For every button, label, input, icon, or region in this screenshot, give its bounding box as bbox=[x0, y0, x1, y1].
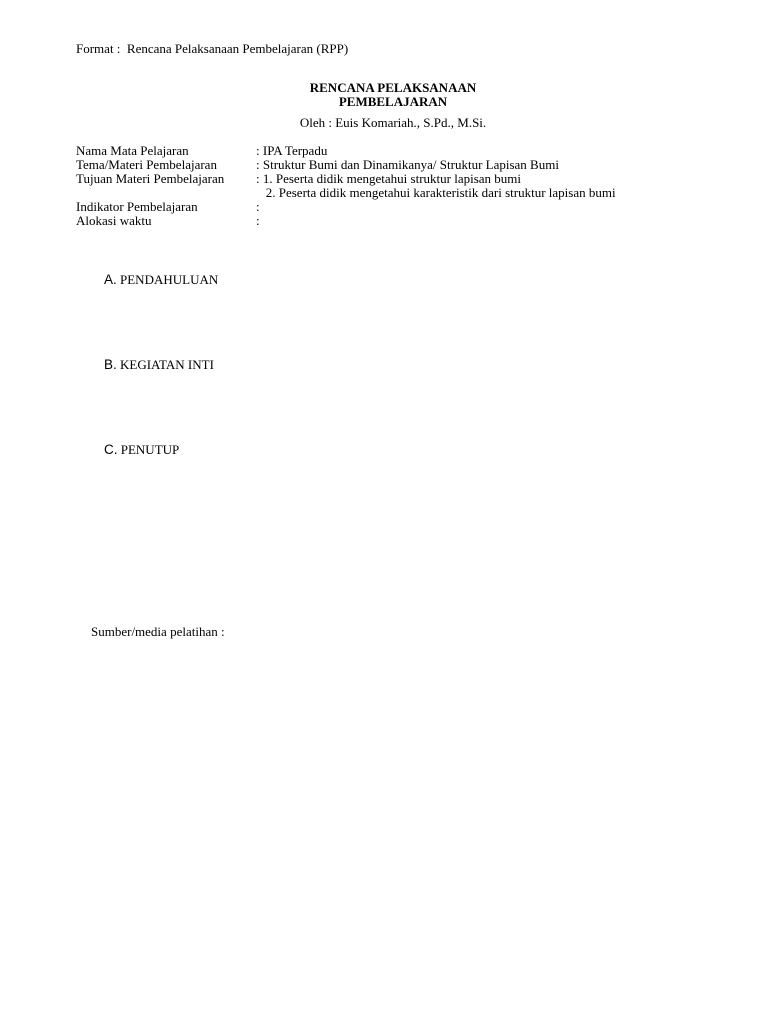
info-table bbox=[76, 144, 616, 228]
info-label: Tujuan Materi Pembelajaran bbox=[76, 171, 225, 186]
info-row-objective-2 bbox=[76, 186, 616, 200]
title-line-2: PEMBELAJARAN bbox=[338, 94, 448, 109]
info-label: Indikator Pembelajaran bbox=[76, 199, 198, 214]
info-label: Tema/Materi Pembelajaran bbox=[76, 157, 217, 172]
section-title: PENDAHULUAN bbox=[116, 272, 219, 287]
author-line: Oleh : Euis Komariah., S.Pd., M.Si. bbox=[299, 115, 487, 130]
info-row-time bbox=[76, 214, 616, 228]
document-title bbox=[0, 81, 768, 109]
info-label: Nama Mata Pelajaran bbox=[76, 143, 189, 158]
info-row-theme bbox=[76, 158, 616, 172]
info-value: : 1. Peserta didik mengetahui struktur lapisan bumi bbox=[256, 171, 522, 186]
section-letter: A. bbox=[104, 272, 117, 287]
info-value: : bbox=[256, 213, 260, 228]
info-row-objective bbox=[76, 172, 616, 186]
section-letter: B. bbox=[104, 357, 117, 372]
section-heading-penutup bbox=[91, 429, 179, 471]
section-heading-kegiatan-inti bbox=[91, 344, 214, 386]
info-label bbox=[76, 186, 256, 200]
info-value: 2. Peserta didik mengetahui karakteristik dari struktur lapisan bumi bbox=[256, 185, 616, 200]
title-line-1: RENCANA PELAKSANAAN bbox=[309, 80, 477, 95]
sumber-media-line: Sumber/media pelatihan : bbox=[91, 624, 225, 639]
info-row-subject bbox=[76, 144, 616, 158]
section-title: KEGIATAN INTI bbox=[116, 357, 214, 372]
info-label: Alokasi waktu bbox=[76, 213, 152, 228]
info-value: : Struktur Bumi dan Dinamikanya/ Struktur Lapisan Bumi bbox=[256, 157, 559, 172]
info-row-indicator bbox=[76, 200, 616, 214]
info-value: : IPA Terpadu bbox=[256, 143, 328, 158]
format-line: Format : Rencana Pelaksanaan Pembelajaran (RPP) bbox=[76, 41, 349, 56]
section-letter: C. bbox=[104, 442, 118, 457]
section-heading-pendahuluan bbox=[91, 259, 218, 301]
section-title: PENUTUP bbox=[117, 442, 180, 457]
info-value: : bbox=[256, 199, 260, 214]
